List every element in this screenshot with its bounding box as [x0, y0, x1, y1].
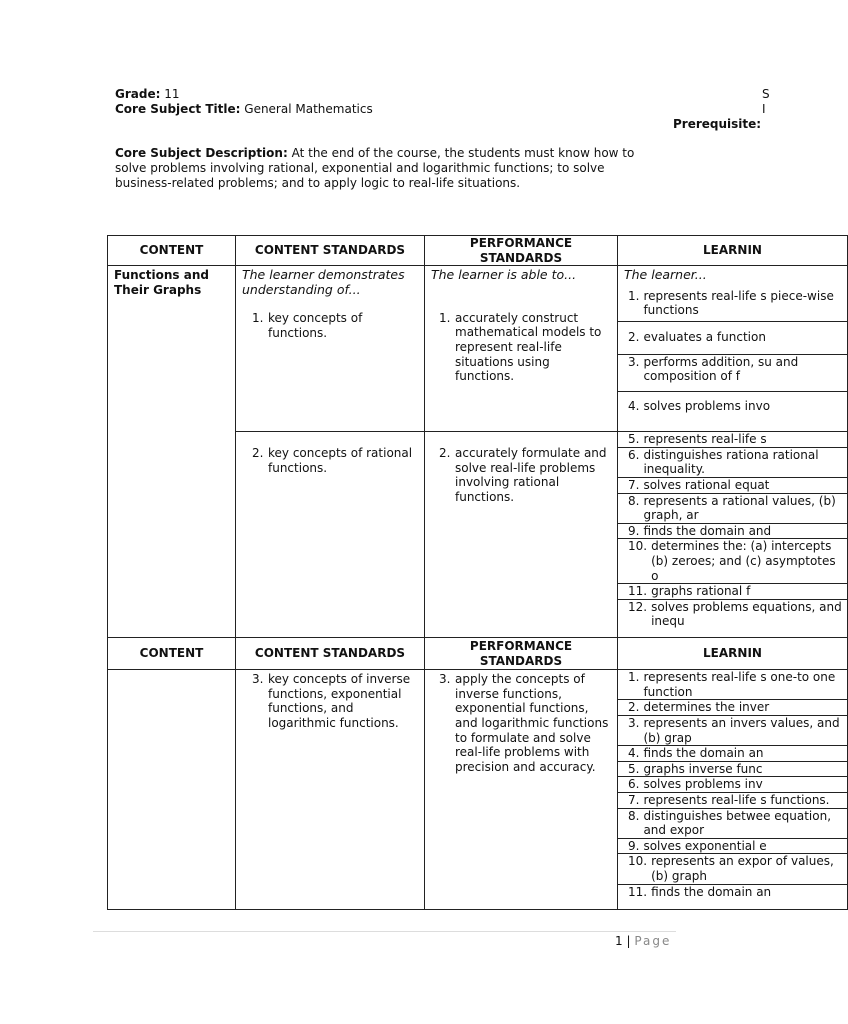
table-row: [108, 670, 848, 910]
learning-competencies-cell: [618, 670, 848, 910]
header-row: [108, 236, 848, 266]
header-performance-standards: PERFORMANCE STANDARDS: [425, 236, 618, 266]
list-item: 1. accurately construct mathematical models to represent real-life situations using functions.: [439, 311, 611, 384]
list-item: 2. evaluates a function: [618, 322, 847, 355]
subject-title-label: Core Subject Title:: [115, 102, 241, 116]
header-performance-standards: PERFORMANCE STANDARDS: [425, 638, 618, 670]
list-item: 10. determines the: (a) intercepts (b) zeroes; and (c) asymptotes o: [618, 539, 847, 584]
description-label: Core Subject Description:: [115, 146, 288, 160]
subject-title-value: General Mathematics: [244, 102, 373, 116]
header-row-2: [108, 638, 848, 670]
grade-line: [115, 87, 180, 102]
list-item: 7. solves rational equat: [618, 478, 847, 494]
list-item: 2. accurately formulate and solve real-life problems involving rational functions.: [439, 446, 611, 504]
header-content: CONTENT: [108, 638, 236, 670]
header-learning-competencies: LEARNIN: [618, 236, 848, 266]
list-item: 1. represents real-life s piece-wise functions: [618, 289, 847, 322]
ps-item-1: accurately construct mathematical models to represent real-life situations using functions.: [455, 310, 602, 384]
ps-item-2: accurately formulate and solve real-life problems involving rational functions.: [455, 446, 607, 504]
right-fragment-1: S: [762, 87, 770, 101]
list-item: 2. determines the inver: [618, 700, 847, 716]
list-item: 5. represents real-life s: [618, 432, 847, 448]
list-item: 3. performs addition, su and composition of f: [618, 355, 847, 392]
cs-item-3: key concepts of inverse functions, exponential functions, and logarithmic functions.: [268, 672, 411, 730]
performance-standards-cell: [425, 266, 618, 432]
list-item: 5. graphs inverse func: [618, 762, 847, 778]
description-text: At the end of the course, the students must know how to solve problems involving rational, exponential and logarithmic functions; to solve business-related problems; and to apply logic to real-life situations.: [115, 146, 635, 190]
list-item: 11. graphs rational f: [618, 584, 847, 600]
list-item: 1. represents real-life s one-to one function: [618, 670, 847, 700]
header-content-standards: CONTENT STANDARDS: [236, 638, 425, 670]
list-item: 3. apply the concepts of inverse functions, exponential functions, and logarithmic functions to formulate and solve real-life problems with precision and accuracy.: [439, 672, 611, 774]
list-item: 8. distinguishes betwee equation, and expor: [618, 809, 847, 839]
learning-competencies-cell: [618, 432, 848, 638]
header-content-standards: CONTENT STANDARDS: [236, 236, 425, 266]
prerequisite-label: [673, 117, 761, 132]
content-cell: [108, 266, 236, 638]
learning-competencies-cell: [618, 266, 848, 432]
cs-item-2: key concepts of rational functions.: [268, 446, 413, 475]
list-item: 6. solves problems inv: [618, 777, 847, 793]
list-item: 9. solves exponential e: [618, 839, 847, 855]
header-learning-competencies: LEARNIN: [618, 638, 848, 670]
cs-item-1: key concepts of functions.: [268, 311, 363, 340]
content-standards-cell: [236, 670, 425, 910]
header-content: CONTENT: [108, 236, 236, 266]
grade-label: Grade:: [115, 87, 161, 101]
list-item: 7. represents real-life s functions.: [618, 793, 847, 809]
footer-divider: [93, 931, 676, 932]
list-item: 3. represents an invers values, and (b) grap: [618, 716, 847, 746]
content-topic: Functions and Their Graphs: [114, 268, 209, 297]
page-number: 1: [615, 934, 623, 948]
cs-intro: The learner demonstrates understanding of...: [242, 267, 405, 297]
performance-standards-cell: [425, 670, 618, 910]
content-standards-cell: [236, 266, 425, 432]
list-item: 6. distinguishes rationa rational inequality.: [618, 448, 847, 478]
performance-standards-cell: [425, 432, 618, 638]
list-item: 1. key concepts of functions.: [252, 311, 418, 340]
page-separator: |: [626, 934, 631, 948]
page-footer: [615, 934, 671, 949]
subject-title-line: [115, 102, 373, 117]
page-word: Page: [634, 934, 672, 948]
table-row: [108, 266, 848, 432]
list-item: 4. finds the domain an: [618, 746, 847, 762]
list-item: 8. represents a rational values, (b) graph, ar: [618, 494, 847, 524]
ps-item-3: apply the concepts of inverse functions, exponential functions, and logarithmic functions to formulate and solve real-life problems with precision and accuracy.: [455, 672, 609, 774]
curriculum-table-container: [107, 235, 842, 910]
list-item: 12. solves problems equations, and inequ: [628, 599, 842, 629]
list-item: 2. key concepts of rational functions.: [252, 446, 418, 475]
list-item: 3. key concepts of inverse functions, exponential functions, and logarithmic functions.: [252, 672, 418, 730]
content-standards-cell: [236, 432, 425, 638]
lc-intro: The learner...: [624, 267, 707, 283]
list-item: 4. solves problems invo: [628, 399, 771, 414]
right-fragment-2: I: [762, 102, 766, 116]
content-cell: [108, 670, 236, 910]
grade-value: 11: [164, 87, 180, 101]
list-item: 11. finds the domain an: [628, 884, 772, 899]
ps-intro: The learner is able to...: [431, 267, 577, 283]
list-item: 10. represents an expor of values, (b) graph: [618, 854, 847, 884]
subject-description: [115, 146, 650, 191]
curriculum-table: [107, 235, 848, 910]
list-item: 9. finds the domain and: [618, 524, 847, 540]
prerequisite-text: Prerequisite:: [673, 117, 762, 131]
